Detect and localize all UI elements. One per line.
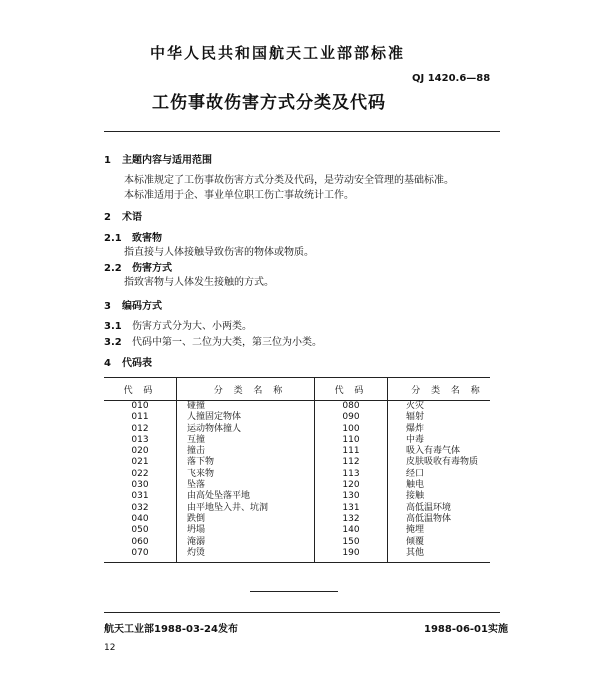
section-1-heading: 1 主题内容与适用范围 bbox=[104, 155, 212, 166]
page-number: 12 bbox=[104, 643, 116, 653]
section-4-heading: 4 代码表 bbox=[104, 358, 152, 369]
table-row: 010 碰撞 080 火灾 bbox=[104, 401, 490, 413]
table-row: 011 人撞固定物体 090 辐射 bbox=[104, 412, 490, 423]
section-2-heading: 2 术语 bbox=[104, 212, 142, 223]
header-name-1: 分 类 名 称 bbox=[177, 378, 315, 401]
issuing-authority: 中华人民共和国航天工业部部标准 bbox=[150, 44, 406, 62]
section-2-2-text: 指致害物与人体发生接触的方式。 bbox=[124, 277, 274, 288]
section-2-2-heading: 2.2 伤害方式 bbox=[104, 263, 172, 274]
table-row: 020 撞击 111 吸入有毒气体 bbox=[104, 446, 490, 457]
header-code-2: 代 码 bbox=[315, 378, 388, 401]
table-header-row bbox=[104, 378, 490, 401]
table-row: 032 由平地坠入井、坑洞 131 高低温环境 bbox=[104, 503, 490, 514]
section-1-paragraph-2: 本标准适用于企、事业单位职工伤亡事故统计工作。 bbox=[124, 190, 354, 201]
table-row: 013 互撞 110 中毒 bbox=[104, 435, 490, 446]
section-3-heading: 3 编码方式 bbox=[104, 301, 162, 312]
table-row: 070 灼烫 190 其他 bbox=[104, 548, 490, 563]
table-row: 030 坠落 120 触电 bbox=[104, 480, 490, 491]
section-3-1-text: 3.1 伤害方式分为大、小两类。 bbox=[104, 321, 252, 332]
standard-code: QJ 1420.6—88 bbox=[412, 73, 491, 84]
issue-date: 航天工业部1988-03-24发布 bbox=[104, 624, 238, 635]
table-row: 031 由高处坠落平地 130 接触 bbox=[104, 491, 490, 502]
table-row: 060 淹溺 150 倾覆 bbox=[104, 537, 490, 548]
document-title: 工伤事故伤害方式分类及代码 bbox=[152, 93, 386, 113]
table-row: 050 坍塌 140 掩埋 bbox=[104, 525, 490, 536]
table-row: 012 运动物体撞人 100 爆炸 bbox=[104, 424, 490, 435]
section-1-paragraph-1: 本标准规定了工伤事故伤害方式分类及代码，是劳动安全管理的基础标准。 bbox=[124, 175, 454, 186]
effective-date: 1988-06-01实施 bbox=[424, 624, 508, 635]
table-row: 022 飞来物 113 经口 bbox=[104, 469, 490, 480]
end-rule bbox=[250, 591, 338, 592]
table-row: 021 落下物 112 皮肤吸收有毒物质 bbox=[104, 457, 490, 468]
section-2-1-text: 指直接与人体接触导致伤害的物体或物质。 bbox=[124, 247, 314, 258]
code-table bbox=[104, 377, 490, 563]
header-rule bbox=[104, 131, 500, 132]
footer-rule bbox=[104, 612, 500, 613]
section-3-2-text: 3.2 代码中第一、二位为大类，第三位为小类。 bbox=[104, 337, 322, 348]
header-name-2: 分 类 名 称 bbox=[388, 378, 491, 401]
header-code-1: 代 码 bbox=[104, 378, 177, 401]
section-2-1-heading: 2.1 致害物 bbox=[104, 233, 162, 244]
table-row: 040 跌倒 132 高低温物体 bbox=[104, 514, 490, 525]
